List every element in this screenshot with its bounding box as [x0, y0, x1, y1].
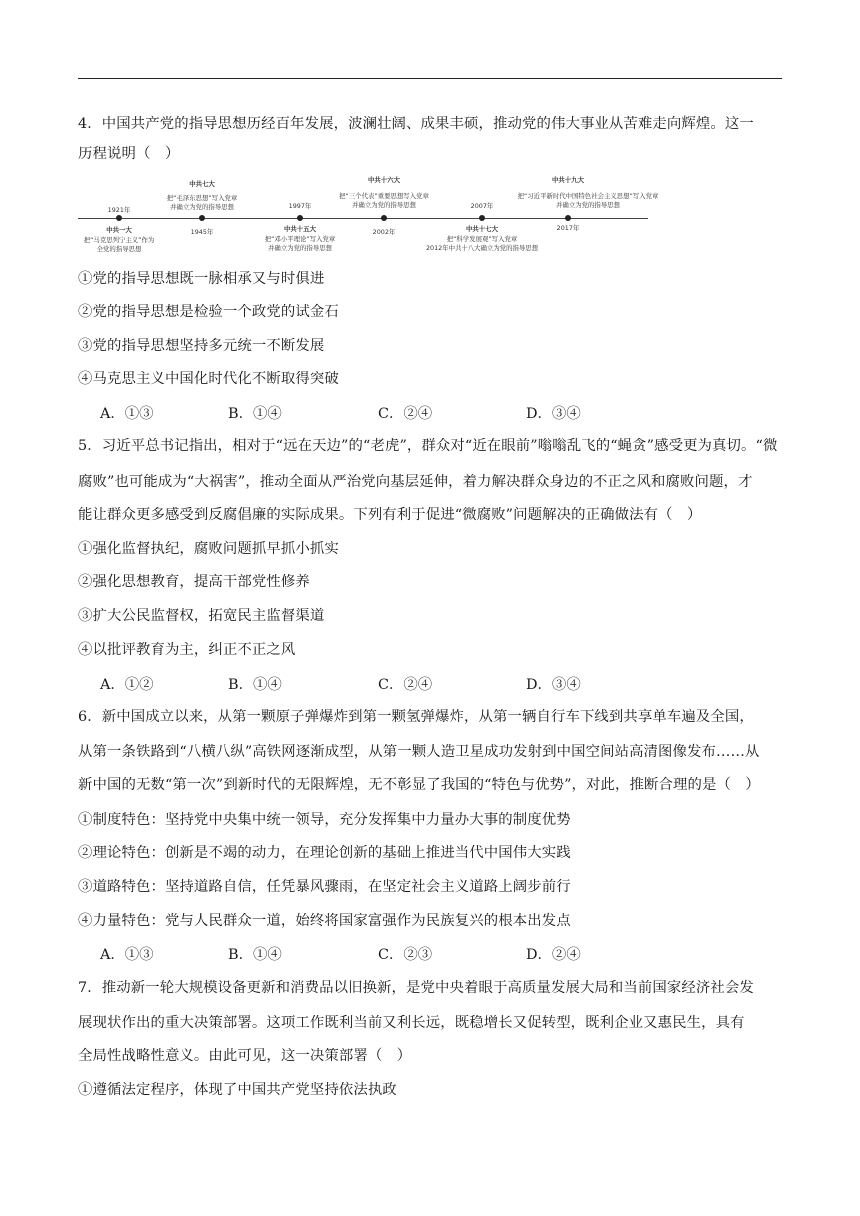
timeline-desc1-17: 把“科学发展观”写入党章 [446, 235, 518, 243]
q7-stem-line1: 7．推动新一轮大规模设备更新和消费品以旧换新，是党中央着眼于高质量发展大局和当前国家经济社会发 [78, 980, 754, 996]
q6-stem-line3: 新中国的无数“第一次”到新时代的无限辉煌，无不彰显了我国的“特色与优势”，对此，推断合理的是（ ） [78, 777, 760, 793]
q6-stem-line1: 6．新中国成立以来，从第一颗原子弹爆炸到第一颗氢弹爆炸，从第一辆自行车下线到共享单车遍及全国， [78, 709, 754, 725]
timeline-year-1997: 1997年 [288, 202, 312, 210]
q7-item-1: ①遵循法定程序，体现了中国共产党坚持依法执政 [78, 1082, 397, 1098]
timeline-year-2017: 2017年 [556, 224, 580, 232]
q5-stem-line2: 腐败”也可能成为“大祸害”，推动全面从严治党向基层延伸，着力解决群众身边的不正之风和腐败问题，才 [78, 474, 753, 490]
timeline-desc1-7: 把“毛泽东思想”写入党章 [166, 194, 238, 202]
q5-item-3: ③扩大公民监督权，拓宽民主监督渠道 [78, 608, 325, 624]
q4-option-a[interactable]: A．①③ [100, 406, 154, 422]
q6-item-2: ②理论特色：创新是不竭的动力，在理论创新的基础上推进当代中国伟大实践 [78, 845, 571, 861]
timeline-dot-2007 [479, 215, 485, 221]
timeline-congress-17: 中共十七大 [466, 225, 498, 233]
q4-item-4: ④马克思主义中国化时代化不断取得突破 [78, 371, 339, 387]
timeline-congress-16: 中共十六大 [368, 176, 400, 184]
header-rule [78, 78, 782, 79]
q5-option-b[interactable]: B．①④ [228, 677, 282, 693]
q7-stem-line2: 展现状作出的重大决策部署。这项工作既利当前又利长远，既稳增长又促转型，既利企业又惠民生，具有 [78, 1015, 745, 1031]
q6-option-a[interactable]: A．①③ [100, 947, 154, 963]
q5-option-c[interactable]: C．②④ [378, 677, 433, 693]
q6-item-1: ①制度特色：坚持党中央集中统一领导，充分发挥集中力量办大事的制度优势 [78, 812, 571, 828]
q6-options [100, 945, 740, 965]
q5-stem-line3: 能让群众更多感受到反腐倡廉的实际成果。下列有利于促进“微腐败”问题解决的正确做法有（ ） [78, 507, 702, 523]
timeline-dot-1997 [297, 215, 303, 221]
q6-option-d[interactable]: D．②④ [526, 947, 581, 963]
q7-stem-line3: 全局性战略性意义。由此可见，这一决策部署（ ） [78, 1048, 412, 1064]
q4-option-b[interactable]: B．①④ [228, 406, 282, 422]
timeline-desc1-15: 把“邓小平理论”写入党章 [264, 235, 336, 243]
timeline-desc1-19: 把“习近平新时代中国特色社会主义思想”写入党章 [517, 192, 659, 200]
q5-options [100, 675, 740, 695]
timeline-congress-1: 中共一大 [106, 226, 132, 234]
q6-item-3: ③道路特色：坚持道路自信，任凭暴风骤雨，在坚定社会主义道路上阔步前行 [78, 879, 571, 895]
timeline-desc1-1: 把“马克思列宁主义”作为 [83, 236, 155, 244]
q5-stem-line1: 5．习近平总书记指出，相对于“远在天边”的“老虎”，群众对“近在眼前”嗡嗡乱飞的“蝇贪”感受更为真切。“微 [78, 438, 778, 454]
timeline-desc2-16: 并确立为党的指导思想 [352, 201, 416, 209]
q4-item-1: ①党的指导思想既一脉相承又与时俱进 [78, 271, 325, 287]
timeline-desc1-16: 把“三个代表”重要思想写入党章 [339, 192, 429, 200]
timeline-dot-2002 [381, 215, 387, 221]
timeline-congress-19: 中共十九大 [552, 176, 584, 184]
q4-timeline-figure [78, 170, 698, 266]
q5-option-a[interactable]: A．①② [100, 677, 154, 693]
timeline-year-1921: 1921年 [107, 206, 131, 214]
q5-option-d[interactable]: D．③④ [526, 677, 581, 693]
timeline-desc2-15: 并确立为党的指导思想 [268, 244, 332, 252]
q6-option-c[interactable]: C．②③ [378, 947, 433, 963]
q4-stem-line1: 4．中国共产党的指导思想历经百年发展，波澜壮阔、成果丰硕，推动党的伟大事业从苦难走向辉煌。这一 [78, 116, 754, 132]
q5-item-4: ④以批评教育为主，纠正不正之风 [78, 642, 296, 658]
timeline-congress-7: 中共七大 [189, 180, 215, 188]
q6-stem-line2: 从第一条铁路到“八横八纵”高铁网逐渐成型，从第一颗人造卫星成功发射到中国空间站高清图像发布……从 [78, 744, 760, 760]
q4-item-3: ③党的指导思想坚持多元统一不断发展 [78, 338, 325, 354]
timeline-year-1945: 1945年 [190, 228, 214, 236]
q4-option-c[interactable]: C．②④ [378, 406, 433, 422]
timeline-year-2002: 2002年 [372, 228, 396, 236]
timeline-desc2-7: 并确立为党的指导思想 [170, 203, 234, 211]
q5-item-1: ①强化监督执纪，腐败问题抓早抓小抓实 [78, 541, 339, 557]
timeline-desc2-1: 全党的指导思想 [96, 245, 142, 253]
timeline-congress-15: 中共十五大 [284, 225, 316, 233]
timeline-desc2-19: 并确立为党的指导思想 [556, 201, 620, 209]
q6-item-4: ④力量特色：党与人民群众一道，始终将国家富强作为民族复兴的根本出发点 [78, 913, 571, 929]
q6-option-b[interactable]: B．①④ [228, 947, 282, 963]
timeline-year-2007: 2007年 [470, 202, 494, 210]
q4-stem-line2: 历程说明（ ） [78, 146, 180, 162]
timeline-dot-1921 [116, 215, 122, 221]
q4-item-2: ②党的指导思想是检验一个政党的试金石 [78, 304, 339, 320]
q5-item-2: ②强化思想教育，提高干部党性修养 [78, 574, 310, 590]
q4-option-d[interactable]: D．③④ [526, 406, 581, 422]
timeline-dot-2017 [565, 215, 571, 221]
timeline-axis [78, 218, 648, 219]
q4-options [100, 404, 740, 424]
timeline-desc2-17: 2012年中共十八大确立为党的指导思想 [425, 244, 539, 252]
timeline-dot-1945 [199, 215, 205, 221]
